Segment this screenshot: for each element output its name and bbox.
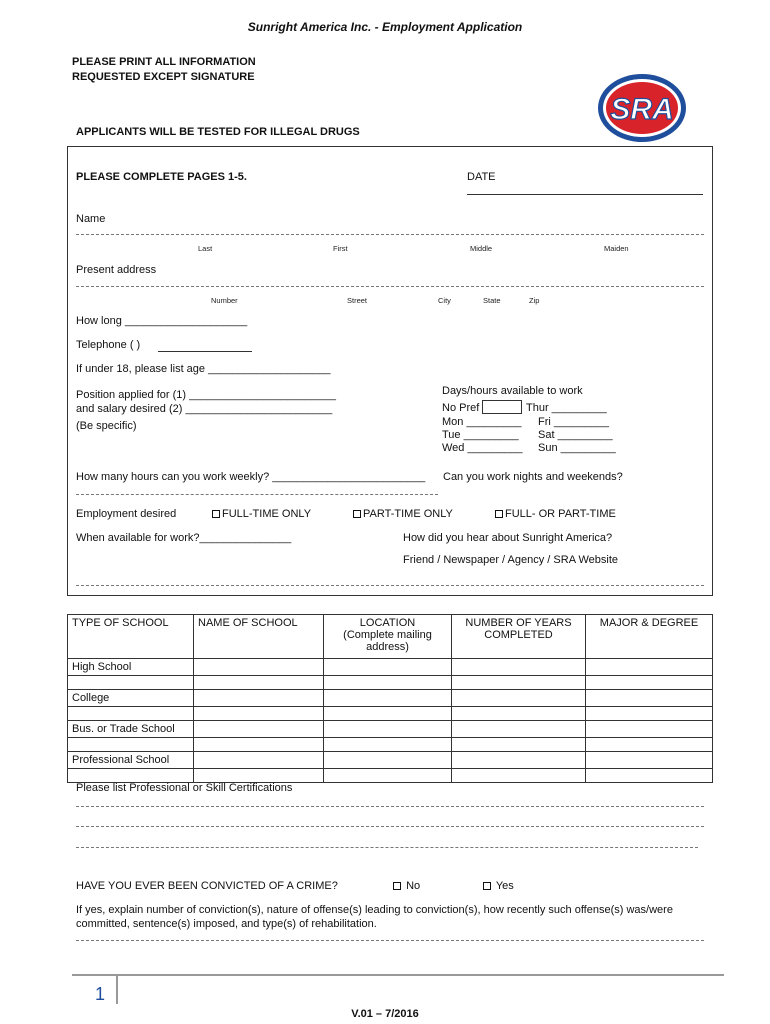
cell[interactable] — [194, 738, 324, 752]
cell[interactable] — [68, 707, 194, 721]
name-maiden-caption: Maiden — [604, 244, 629, 253]
telephone-field[interactable] — [158, 351, 252, 352]
cell[interactable] — [194, 676, 324, 690]
cell[interactable] — [194, 707, 324, 721]
cell[interactable] — [324, 659, 452, 676]
be-specific-note: (Be specific) — [76, 420, 137, 432]
document-title: Sunright America Inc. - Employment Application — [247, 20, 523, 34]
cell[interactable] — [324, 769, 452, 783]
days-tue[interactable]: Tue _________ — [442, 429, 519, 441]
table-row — [68, 752, 713, 769]
row-label-high-school: High School — [68, 659, 194, 676]
table-row — [68, 707, 713, 721]
address-city-caption: City — [438, 296, 451, 305]
full-time-label: FULL-TIME ONLY — [222, 508, 312, 520]
footer-rule — [72, 974, 724, 976]
crime-no-checkbox[interactable] — [393, 882, 401, 890]
cell[interactable] — [586, 769, 713, 783]
address-street-caption: Street — [347, 296, 368, 305]
cell[interactable] — [452, 659, 586, 676]
crime-no-label: No — [406, 880, 421, 892]
header-name-of-school: NAME OF SCHOOL — [194, 615, 324, 659]
print-instruction-line1: PLEASE PRINT ALL INFORMATION — [72, 56, 256, 68]
days-sat[interactable]: Sat _________ — [538, 429, 613, 441]
crime-explain-line2: committed, sentence(s) imposed, and type(s) of rehabilitation. — [76, 918, 377, 930]
cell[interactable] — [194, 721, 324, 738]
version-label: V.01 – 7/2016 — [351, 1008, 419, 1020]
cell[interactable] — [586, 707, 713, 721]
option-part-time[interactable] — [353, 508, 453, 520]
address-state-caption: State — [483, 296, 501, 305]
cell[interactable] — [586, 690, 713, 707]
complete-pages-note: PLEASE COMPLETE PAGES 1-5. — [76, 171, 247, 183]
cell[interactable] — [452, 769, 586, 783]
education-header-row — [68, 615, 713, 659]
cell[interactable] — [452, 721, 586, 738]
address-field[interactable] — [76, 286, 704, 287]
nights-weekends-question: Can you work nights and weekends? — [443, 471, 623, 483]
name-first-caption: First — [333, 244, 348, 253]
crime-yes-checkbox[interactable] — [483, 882, 491, 890]
option-full-time[interactable] — [212, 508, 311, 520]
address-label: Present address — [76, 264, 157, 276]
cell[interactable] — [452, 707, 586, 721]
date-label: DATE — [467, 171, 496, 183]
cell[interactable] — [194, 752, 324, 769]
days-no-pref[interactable]: No Pref — [442, 402, 480, 414]
cell[interactable] — [68, 769, 194, 783]
footer-divider — [116, 976, 118, 1004]
date-field[interactable] — [467, 194, 703, 195]
address-zip-caption: Zip — [529, 296, 540, 305]
page-number: 1 — [95, 984, 106, 1004]
table-row — [68, 769, 713, 783]
hear-about-options[interactable]: Friend / Newspaper / Agency / SRA Website — [403, 554, 619, 566]
name-field[interactable] — [76, 234, 704, 235]
crime-yes-option[interactable] — [483, 880, 514, 892]
when-available-field[interactable]: When available for work?_______________ — [76, 532, 292, 544]
hear-about-field[interactable] — [76, 585, 704, 586]
certifications-line-1[interactable] — [76, 806, 704, 807]
days-available-title: Days/hours available to work — [442, 385, 583, 397]
name-label: Name — [76, 213, 106, 225]
cell[interactable] — [452, 752, 586, 769]
cell[interactable] — [586, 752, 713, 769]
days-thur[interactable]: Thur _________ — [526, 402, 607, 414]
days-fri[interactable]: Fri _________ — [538, 416, 609, 428]
certifications-line-3[interactable] — [76, 847, 698, 848]
position-field-1[interactable]: Position applied for (1) ________________________ — [76, 389, 336, 401]
table-row — [68, 721, 713, 738]
cell[interactable] — [324, 721, 452, 738]
full-time-checkbox[interactable] — [212, 510, 220, 518]
crime-explain-field[interactable] — [76, 940, 704, 941]
cell[interactable] — [586, 721, 713, 738]
days-sun[interactable]: Sun _________ — [538, 442, 616, 454]
part-time-checkbox[interactable] — [353, 510, 361, 518]
under18-age-field[interactable]: If under 18, please list age ____________________ — [76, 363, 331, 375]
telephone-label: Telephone ( ) — [76, 339, 141, 351]
education-table — [67, 614, 713, 783]
crime-no-option[interactable] — [393, 880, 420, 892]
header-location: LOCATION (Complete mailing address) — [324, 615, 452, 659]
certifications-line-2[interactable] — [76, 826, 704, 827]
sra-logo — [596, 72, 688, 144]
svg-text:SRA: SRA — [610, 93, 674, 126]
name-last-caption: Last — [198, 244, 213, 253]
cell[interactable] — [68, 738, 194, 752]
cell[interactable] — [586, 659, 713, 676]
cell[interactable] — [324, 752, 452, 769]
position-field-2[interactable]: and salary desired (2) ________________________ — [76, 403, 333, 415]
days-wed[interactable]: Wed _________ — [442, 442, 523, 454]
cell[interactable] — [194, 690, 324, 707]
row-label-college: College — [68, 690, 194, 707]
part-time-label: PART-TIME ONLY — [363, 508, 453, 520]
cell[interactable] — [194, 659, 324, 676]
hear-about-question: How did you hear about Sunright America? — [403, 532, 613, 544]
hours-weekly-field[interactable]: How many hours can you work weekly? _________________________ — [76, 471, 426, 483]
address-number-caption: Number — [211, 296, 238, 305]
crime-explain-line1: If yes, explain number of conviction(s), nature of offense(s) leading to conviction(s), how recently such offense(s) was/were — [76, 904, 673, 916]
cell[interactable] — [586, 738, 713, 752]
name-middle-caption: Middle — [470, 244, 493, 253]
certifications-label: Please list Professional or Skill Certifications — [76, 782, 293, 794]
employment-desired-label: Employment desired — [76, 508, 177, 520]
nights-weekends-field[interactable] — [76, 494, 438, 495]
cell[interactable] — [586, 676, 713, 690]
option-full-or-part[interactable] — [495, 508, 616, 520]
cell[interactable] — [324, 738, 452, 752]
crime-yes-label: Yes — [495, 880, 514, 892]
header-years-completed: NUMBER OF YEARS COMPLETED — [452, 615, 586, 659]
row-label-trade-school: Bus. or Trade School — [68, 721, 194, 738]
table-row — [68, 659, 713, 676]
table-row — [68, 690, 713, 707]
drug-test-notice: APPLICANTS WILL BE TESTED FOR ILLEGAL DRUGS — [76, 126, 360, 138]
days-mon[interactable]: Mon _________ — [442, 416, 522, 428]
cell[interactable] — [68, 676, 194, 690]
full-or-part-label: FULL- OR PART-TIME — [505, 508, 616, 520]
cell[interactable] — [452, 676, 586, 690]
header-major-degree: MAJOR & DEGREE — [586, 615, 713, 659]
how-long-field[interactable]: How long ____________________ — [76, 315, 248, 327]
cell[interactable] — [324, 707, 452, 721]
table-row — [68, 676, 713, 690]
no-pref-box[interactable] — [482, 400, 522, 414]
full-or-part-checkbox[interactable] — [495, 510, 503, 518]
table-row — [68, 738, 713, 752]
header-type-of-school: TYPE OF SCHOOL — [68, 615, 194, 659]
cell[interactable] — [324, 676, 452, 690]
cell[interactable] — [324, 690, 452, 707]
row-label-professional-school: Professional School — [68, 752, 194, 769]
crime-question: HAVE YOU EVER BEEN CONVICTED OF A CRIME? — [76, 880, 338, 892]
cell[interactable] — [452, 738, 586, 752]
print-instruction-line2: REQUESTED EXCEPT SIGNATURE — [72, 71, 255, 83]
cell[interactable] — [194, 769, 324, 783]
cell[interactable] — [452, 690, 586, 707]
